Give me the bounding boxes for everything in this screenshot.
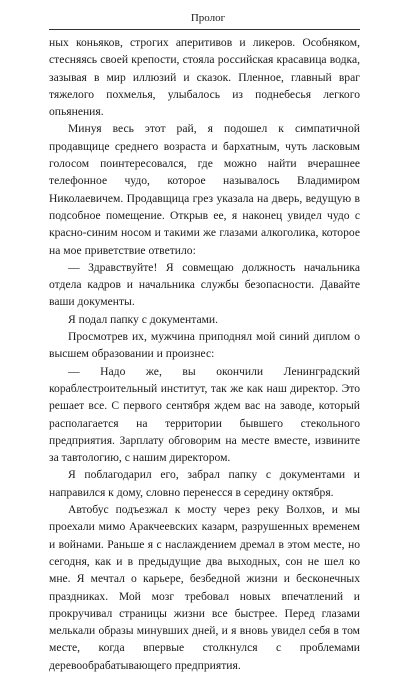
- running-header: Пролог: [190, 12, 226, 24]
- paragraph: ных коньяков, строгих аперитивов и ликеров. Особняком, стесняясь своей крепости, стояла российская красавица водка, зазывая в мир иллюзий и сказок. Пленное, главный враг тяжелого похмелья, улыбалось из поднебесья легкого опьянения.: [49, 36, 360, 119]
- paragraph: Минуя весь этот рай, я подошел к симпатичной продавщице среднего возраста и бархатным, чуть ласковым голосом поинтересовался, где можно найти вчерашнее телефонное чудо, которое называлось Владимиром Николаевичем. Продавщица грез указала на дверь, ведущую в подсобное помещение. Открыв ее, я наконец увидел чудо с красно-синим носом и такими же глазами алкоголика, которое на мое приветствие ответило:: [49, 122, 360, 257]
- paragraph: Я подал папку с документами.: [68, 312, 219, 326]
- page-body: [49, 34, 360, 674]
- paragraph: — Надо же, вы окончили Ленинградский кораблестроительный институт, так же как наш директор. Это решает все. С первого сентября ждем вас на заводе, который располагается на территории бывшего стекольного предприятия. Зарплату обговорим на месте вместе, извините за тавтологию, с нашим директором.: [49, 364, 360, 465]
- header-rule: [49, 29, 360, 30]
- paragraph: Я поблагодарил его, забрал папку с документами и направился к дому, словно перенесся в середину октября.: [49, 468, 360, 499]
- paragraph: Автобус подъезжал к мосту через реку Волхов, и мы проехали мимо Аракчеевских казарм, разрушенных временем и войнами. Раньше я с наслаждением дремал в этом месте, но сегодня, как и в предыдущие два выходных, сон не шел ко мне. Я мечтал о карьере, безбедной жизни и бесконечных праздниках. Мой мозг требовал новых впечатлений и прокручивал страницы жизни все быстрее. Перед глазами мелькали образы минувших дней, и я вновь увидел себя в том месте, когда впервые столкнулся с проблемами деревообрабатывающего предприятия.: [49, 503, 360, 672]
- paragraph: Просмотрев их, мужчина приподнял мой синий диплом о высшем образовании и произнес:: [49, 330, 360, 361]
- paragraph: — Здравствуйте! Я совмещаю должность начальника отдела кадров и начальника службы безопасности. Давайте ваши документы.: [49, 260, 360, 309]
